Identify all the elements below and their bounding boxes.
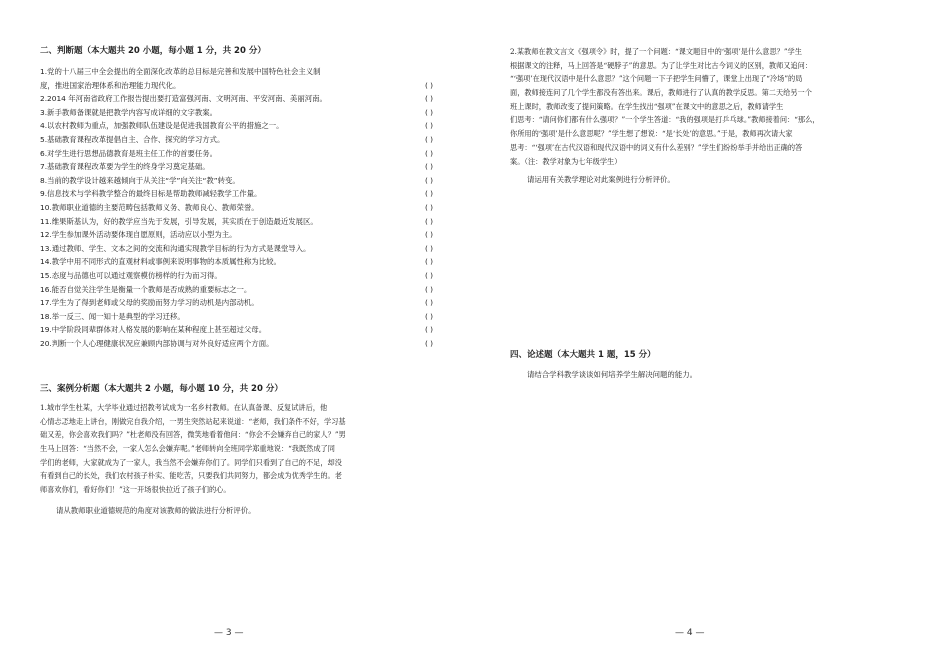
text-line: 你所用的‘强项’是什么意思呢？”学生想了想说：“是‘长处’的意思。”于是，教师再次请大家: [510, 129, 793, 139]
text-line: “‘强项’在现代汉语中是什么意思？”这个问题一下子把学生问懵了，课堂上出现了“冷场”的局: [510, 74, 803, 84]
exam-page-4: [475, 0, 950, 672]
answer-parentheses[interactable]: ( ): [424, 311, 434, 321]
answer-parentheses[interactable]: ( ): [424, 284, 434, 294]
item-text: 度，推进国家治理体系和治理能力现代化。: [40, 80, 181, 90]
true-false-item: [40, 119, 442, 133]
item-text: 20.判断一个人心理健康状况应兼顾内部协调与对外良好适应两个方面。: [40, 338, 274, 348]
true-false-item: [40, 310, 442, 324]
item-text: 11.维果斯基认为，好的教学应当先于发展，引导发展，其实质在于创造最近发展区。: [40, 216, 318, 226]
true-false-item: [40, 92, 442, 106]
answer-parentheses[interactable]: ( ): [424, 216, 434, 226]
true-false-list: [40, 65, 442, 350]
item-text: 10.教师职业道德的主要范畴包括教师义务、教师良心、教师荣誉。: [40, 202, 259, 212]
answer-parentheses[interactable]: ( ): [424, 162, 434, 172]
answer-parentheses[interactable]: ( ): [424, 80, 434, 90]
true-false-item: [40, 65, 442, 79]
text-line: 班上课时，教师改变了提问策略。在学生找出“强项”在课文中的意思之后，教师请学生: [510, 101, 784, 111]
item-text: 18.举一反三、闻一知十是典型的学习迁移。: [40, 311, 185, 321]
true-false-item: [40, 255, 442, 269]
answer-parentheses[interactable]: ( ): [424, 189, 434, 199]
section-4-heading: 四、论述题（本大题共 1 题，15 分）: [510, 350, 656, 360]
item-text: 16.能否自觉关注学生是衡量一个教师是否成熟的重要标志之一。: [40, 284, 252, 294]
true-false-item: [40, 228, 442, 242]
true-false-item: [40, 296, 442, 310]
true-false-item: [40, 106, 442, 120]
item-text: 19.中学阶段同辈群体对人格发展的影响在某种程度上甚至超过父母。: [40, 325, 267, 335]
answer-parentheses[interactable]: ( ): [424, 325, 434, 335]
item-text: 1.党的十八届三中全会提出的全面深化改革的总目标是完善和发展中国特色社会主义制: [40, 67, 321, 76]
true-false-item: [40, 337, 442, 351]
true-false-item: [40, 269, 442, 283]
answer-parentheses[interactable]: ( ): [424, 94, 434, 104]
true-false-item: [40, 283, 442, 297]
item-text: 5.基础教育课程改革提倡自主、合作、探究的学习方式。: [40, 134, 225, 144]
case-2-text: [510, 45, 910, 168]
answer-parentheses[interactable]: ( ): [424, 230, 434, 240]
answer-parentheses[interactable]: ( ): [424, 338, 434, 348]
section-3-heading: 三、案例分析题（本大题共 2 小题，每小题 10 分，共 20 分）: [40, 384, 283, 394]
text-line: 生马上回答：“当然不会，一家人怎么会嫌弃呢。”老师转向全班同学郑重地说：“我既然成了同: [40, 444, 335, 454]
item-text: 6.对学生进行思想品德教育是班主任工作的首要任务。: [40, 148, 218, 158]
true-false-item: [40, 79, 442, 93]
item-text: 3.新手教师备课就是把教学内容写成详细的文字教案。: [40, 107, 218, 117]
true-false-item: [40, 215, 442, 229]
true-false-item: [40, 160, 442, 174]
text-line: 案。（注：教学对象为七年级学生）: [510, 156, 622, 166]
text-line: 有看到自己的长处，我们农村孩子朴实、能吃苦，只要我们共同努力，都会成为优秀学生的。老: [40, 471, 342, 481]
answer-parentheses[interactable]: ( ): [424, 298, 434, 308]
item-text: 15.态度与品德也可以通过观察模仿榜样的行为而习得。: [40, 270, 222, 280]
answer-parentheses[interactable]: ( ): [424, 270, 434, 280]
text-line: 们思考：“请问你们都有什么强项？”一个学生答道：“我的强项是打乒乓球。”教师接着问：“那么，: [510, 115, 820, 125]
answer-parentheses[interactable]: ( ): [424, 148, 434, 158]
answer-parentheses[interactable]: ( ): [424, 202, 434, 212]
item-text: 4.以农村教师为重点，加强教师队伍建设是促进我国教育公平的措施之一。: [40, 121, 284, 131]
page-number: — 4 —: [675, 628, 705, 638]
text-line: 1.城市学生杜某，大学毕业通过招教考试成为一名乡村教师。在认真备课、反复试讲后，他: [40, 403, 328, 412]
item-text: 7.基础教育课程改革要为学生的终身学习奠定基础。: [40, 162, 210, 172]
item-text: 17.学生为了得到老师或父母的奖励而努力学习的动机是内部动机。: [40, 298, 259, 308]
page-number: — 3 —: [214, 628, 244, 638]
text-line: 2.某教师在教文言文《强项令》时，提了一个问题：“课文题目中的‘强项’是什么意思？”学生: [510, 47, 802, 56]
answer-parentheses[interactable]: ( ): [424, 107, 434, 117]
answer-parentheses[interactable]: ( ): [424, 175, 434, 185]
item-text: 8.当前的教学设计越来越倾向于从关注“学”向关注“教”转变。: [40, 175, 240, 185]
item-text: 9.信息技术与学科教学整合的最终目标是帮助教师减轻教学工作量。: [40, 189, 262, 199]
true-false-item: [40, 323, 442, 337]
text-line: 面，教师接连问了几个学生都没有答出来。课后，教师进行了认真的教学反思。第二天给另一个: [510, 88, 812, 98]
item-text: 12.学生参加课外活动要体现自愿原则，活动应以小型为主。: [40, 230, 237, 240]
answer-parentheses[interactable]: ( ): [424, 257, 434, 267]
item-text: 14.教学中用不同形式的直观材料或事例来说明事物的本质属性称为比较。: [40, 257, 281, 267]
true-false-item: [40, 133, 442, 147]
true-false-item: [40, 242, 442, 256]
case-1-text: [40, 401, 444, 497]
text-line: 础又差，你会喜欢我们吗？”杜老师没有回答，微笑地看着他问：“你会不会嫌弃自己的家人？”男: [40, 430, 346, 440]
true-false-item: [40, 187, 442, 201]
essay-question: 请结合学科教学谈谈如何培养学生解决问题的能力。: [527, 370, 697, 379]
case-2-instruction: 请运用有关教学理论对此案例进行分析评价。: [527, 175, 675, 184]
true-false-item: [40, 147, 442, 161]
true-false-item: [40, 201, 442, 215]
answer-parentheses[interactable]: ( ): [424, 243, 434, 253]
text-line: 根据课文的注释，马上回答是“硬脖子”的意思。为了让学生对比古今词义的区别，教师又追问：: [510, 60, 813, 70]
true-false-item: [40, 174, 442, 188]
text-line: 心情忐忑地走上讲台，刚做完自我介绍，一男生突然站起来说道：“老师，我们条件不好，学习基: [40, 416, 346, 426]
item-text: 2.2014 年河南省政府工作报告提出要打造富强河南、文明河南、平安河南、美丽河南。: [40, 94, 327, 104]
answer-parentheses[interactable]: ( ): [424, 121, 434, 131]
text-line: 师喜欢你们，看好你们！”这一开场很快拉近了孩子们的心。: [40, 485, 231, 495]
text-line: 学们的老师，大家就成为了一家人，我当然不会嫌弃你们了。同学们只看到了自己的不足，却没: [40, 457, 342, 467]
case-1-instruction: 请从教师职业道德规范的角度对该教师的做法进行分析评价。: [56, 506, 256, 515]
answer-parentheses[interactable]: ( ): [424, 134, 434, 144]
item-text: 13.通过教师、学生、文本之间的交流和沟通实现教学目标的行为方式是课堂导入。: [40, 243, 311, 253]
section-2-heading: 二、判断题（本大题共 20 小题，每小题 1 分，共 20 分）: [40, 46, 266, 56]
text-line: 思考：“‘强项’在古代汉语和现代汉语中的词义有什么差别？”学生们纷纷举手并给出正确的答: [510, 142, 803, 152]
